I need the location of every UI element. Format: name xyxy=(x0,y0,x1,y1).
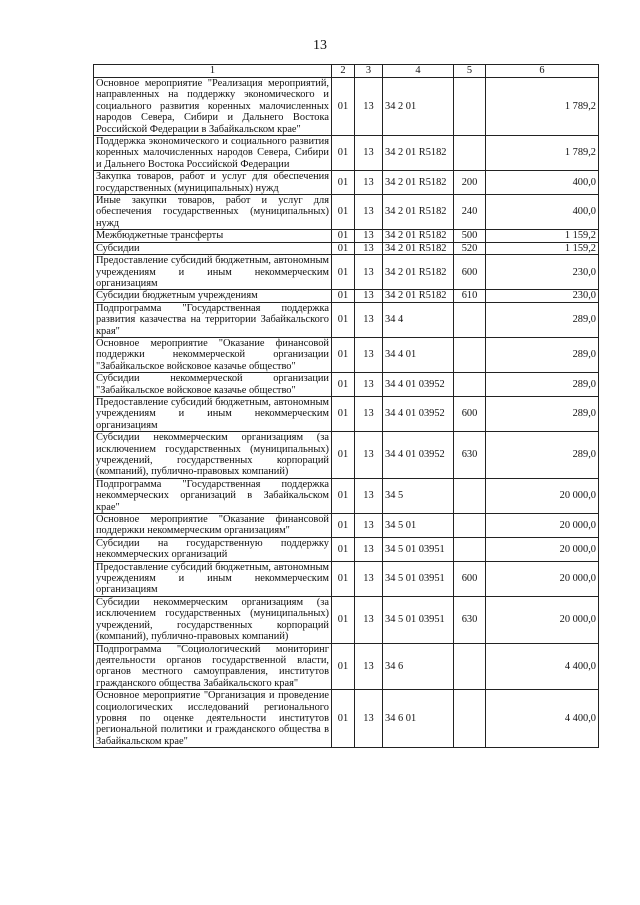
row-expense-type: 610 xyxy=(454,290,486,302)
row-amount: 289,0 xyxy=(486,432,599,479)
row-name: Субсидии xyxy=(94,242,332,254)
row-expense-type xyxy=(454,643,486,690)
row-target-article: 34 4 01 03952 xyxy=(383,432,454,479)
row-section: 01 xyxy=(332,195,355,230)
header-col-6: 6 xyxy=(486,65,599,78)
row-amount: 289,0 xyxy=(486,373,599,397)
row-amount: 20 000,0 xyxy=(486,478,599,513)
row-subsection: 13 xyxy=(355,432,383,479)
row-name: Субсидии некоммерческой организации "Забайкальское войсковое казачье общество" xyxy=(94,373,332,397)
row-target-article: 34 6 xyxy=(383,643,454,690)
row-expense-type xyxy=(454,337,486,372)
row-subsection: 13 xyxy=(355,478,383,513)
table-row xyxy=(94,230,599,242)
row-name: Подпрограмма "Государственная поддержка развития казачества на территории Забайкальского края" xyxy=(94,302,332,337)
row-name: Основное мероприятие "Реализация мероприятий, направленных на поддержку экономического и социального развития коренных малочисленных народов Севера, Сибири и Дальнего Востока Российской Федерации в Забайкальском крае" xyxy=(94,78,332,136)
page-number: 13 xyxy=(313,38,327,53)
row-expense-type xyxy=(454,302,486,337)
row-section: 01 xyxy=(332,78,355,136)
row-expense-type: 630 xyxy=(454,596,486,643)
row-target-article: 34 4 xyxy=(383,302,454,337)
row-name: Субсидии на государственную поддержку некоммерческих организаций xyxy=(94,537,332,561)
row-subsection: 13 xyxy=(355,396,383,431)
header-col-3: 3 xyxy=(355,65,383,78)
row-name: Предоставление субсидий бюджетным, автономным учреждениям и иным некоммерческим организациям xyxy=(94,255,332,290)
row-section: 01 xyxy=(332,136,355,171)
row-section: 01 xyxy=(332,690,355,748)
row-amount: 230,0 xyxy=(486,255,599,290)
row-name: Закупка товаров, работ и услуг для обеспечения государственных (муниципальных) нужд xyxy=(94,171,332,195)
row-amount: 1 789,2 xyxy=(486,136,599,171)
row-subsection: 13 xyxy=(355,643,383,690)
table-row xyxy=(94,195,599,230)
row-target-article: 34 2 01 R5182 xyxy=(383,171,454,195)
row-subsection: 13 xyxy=(355,171,383,195)
row-subsection: 13 xyxy=(355,195,383,230)
row-amount: 1 789,2 xyxy=(486,78,599,136)
row-target-article: 34 6 01 xyxy=(383,690,454,748)
row-subsection: 13 xyxy=(355,337,383,372)
table-row xyxy=(94,596,599,643)
table-row xyxy=(94,690,599,748)
row-name: Подпрограмма "Государственная поддержка некоммерческих организаций в Забайкальском крае" xyxy=(94,478,332,513)
row-amount: 20 000,0 xyxy=(486,537,599,561)
row-target-article: 34 2 01 R5182 xyxy=(383,290,454,302)
table-row xyxy=(94,537,599,561)
row-section: 01 xyxy=(332,596,355,643)
row-amount: 4 400,0 xyxy=(486,690,599,748)
header-col-1: 1 xyxy=(94,65,332,78)
row-amount: 1 159,2 xyxy=(486,230,599,242)
row-section: 01 xyxy=(332,537,355,561)
table-row xyxy=(94,290,599,302)
table-row xyxy=(94,78,599,136)
row-expense-type xyxy=(454,373,486,397)
row-subsection: 13 xyxy=(355,537,383,561)
row-name: Основное мероприятие "Организация и проведение социологических исследований регионального уровня по оценке деятельности институтов региональной политики и гражданского общества в Забайкальском крае" xyxy=(94,690,332,748)
row-subsection: 13 xyxy=(355,230,383,242)
row-expense-type: 200 xyxy=(454,171,486,195)
row-section: 01 xyxy=(332,373,355,397)
header-col-4: 4 xyxy=(383,65,454,78)
row-expense-type xyxy=(454,136,486,171)
row-target-article: 34 5 01 03951 xyxy=(383,537,454,561)
row-section: 01 xyxy=(332,643,355,690)
header-col-5: 5 xyxy=(454,65,486,78)
row-section: 01 xyxy=(332,290,355,302)
row-name: Поддержка экономического и социального развития коренных малочисленных народов Севера, Сибири и Дальнего Востока Российской Федерации xyxy=(94,136,332,171)
row-name: Основное мероприятие "Оказание финансовой поддержки некоммерческим организациям" xyxy=(94,514,332,538)
row-amount: 1 159,2 xyxy=(486,242,599,254)
row-amount: 400,0 xyxy=(486,195,599,230)
table-row xyxy=(94,514,599,538)
row-target-article: 34 5 xyxy=(383,478,454,513)
row-expense-type: 600 xyxy=(454,561,486,596)
table-row xyxy=(94,373,599,397)
table-row xyxy=(94,561,599,596)
row-expense-type: 520 xyxy=(454,242,486,254)
row-section: 01 xyxy=(332,230,355,242)
table-row xyxy=(94,255,599,290)
row-expense-type: 600 xyxy=(454,255,486,290)
row-subsection: 13 xyxy=(355,596,383,643)
row-section: 01 xyxy=(332,337,355,372)
row-amount: 289,0 xyxy=(486,396,599,431)
table-row xyxy=(94,337,599,372)
row-section: 01 xyxy=(332,478,355,513)
row-section: 01 xyxy=(332,514,355,538)
budget-table xyxy=(93,64,599,748)
table-row xyxy=(94,242,599,254)
row-target-article: 34 5 01 03951 xyxy=(383,596,454,643)
row-section: 01 xyxy=(332,255,355,290)
row-section: 01 xyxy=(332,302,355,337)
row-expense-type xyxy=(454,690,486,748)
row-subsection: 13 xyxy=(355,255,383,290)
row-subsection: 13 xyxy=(355,78,383,136)
row-amount: 289,0 xyxy=(486,302,599,337)
row-target-article: 34 2 01 R5182 xyxy=(383,242,454,254)
table-row xyxy=(94,396,599,431)
row-expense-type: 630 xyxy=(454,432,486,479)
row-target-article: 34 4 01 03952 xyxy=(383,373,454,397)
row-amount: 4 400,0 xyxy=(486,643,599,690)
row-subsection: 13 xyxy=(355,290,383,302)
table-row xyxy=(94,643,599,690)
row-target-article: 34 5 01 xyxy=(383,514,454,538)
row-amount: 289,0 xyxy=(486,337,599,372)
row-target-article: 34 4 01 xyxy=(383,337,454,372)
row-section: 01 xyxy=(332,242,355,254)
row-expense-type: 500 xyxy=(454,230,486,242)
row-name: Подпрограмма "Социологический мониторинг деятельности органов государственной власти, органов местного самоуправления, институтов гражданского общества Забайкальского края" xyxy=(94,643,332,690)
row-section: 01 xyxy=(332,432,355,479)
row-amount: 20 000,0 xyxy=(486,561,599,596)
row-target-article: 34 2 01 R5182 xyxy=(383,136,454,171)
row-subsection: 13 xyxy=(355,242,383,254)
row-expense-type: 600 xyxy=(454,396,486,431)
row-expense-type xyxy=(454,537,486,561)
row-amount: 20 000,0 xyxy=(486,514,599,538)
row-amount: 20 000,0 xyxy=(486,596,599,643)
row-name: Основное мероприятие "Оказание финансовой поддержки некоммерческой организации "Забайкальское войсковое казачье общество" xyxy=(94,337,332,372)
row-target-article: 34 2 01 R5182 xyxy=(383,195,454,230)
table-row xyxy=(94,136,599,171)
table-row xyxy=(94,432,599,479)
row-name: Субсидии некоммерческим организациям (за исключением государственных (муниципальных) учреждений, государственных корпораций (компаний), публично-правовых компаний) xyxy=(94,432,332,479)
row-subsection: 13 xyxy=(355,302,383,337)
row-amount: 400,0 xyxy=(486,171,599,195)
row-subsection: 13 xyxy=(355,136,383,171)
row-subsection: 13 xyxy=(355,373,383,397)
row-amount: 230,0 xyxy=(486,290,599,302)
table-row xyxy=(94,302,599,337)
table-row xyxy=(94,171,599,195)
row-name: Субсидии некоммерческим организациям (за исключением государственных (муниципальных) учреждений, государственных корпораций (компаний), публично-правовых компаний) xyxy=(94,596,332,643)
row-target-article: 34 4 01 03952 xyxy=(383,396,454,431)
row-subsection: 13 xyxy=(355,561,383,596)
row-section: 01 xyxy=(332,171,355,195)
row-name: Предоставление субсидий бюджетным, автономным учреждениям и иным некоммерческим организациям xyxy=(94,561,332,596)
row-target-article: 34 2 01 R5182 xyxy=(383,255,454,290)
row-target-article: 34 2 01 xyxy=(383,78,454,136)
row-name: Межбюджетные трансферты xyxy=(94,230,332,242)
row-name: Предоставление субсидий бюджетным, автономным учреждениям и иным некоммерческим организациям xyxy=(94,396,332,431)
row-expense-type xyxy=(454,78,486,136)
header-col-2: 2 xyxy=(332,65,355,78)
row-subsection: 13 xyxy=(355,514,383,538)
row-expense-type xyxy=(454,514,486,538)
row-target-article: 34 2 01 R5182 xyxy=(383,230,454,242)
row-name: Субсидии бюджетным учреждениям xyxy=(94,290,332,302)
row-expense-type xyxy=(454,478,486,513)
row-name: Иные закупки товаров, работ и услуг для обеспечения государственных (муниципальных) нужд xyxy=(94,195,332,230)
row-section: 01 xyxy=(332,396,355,431)
table-header-row xyxy=(94,65,599,78)
row-expense-type: 240 xyxy=(454,195,486,230)
row-section: 01 xyxy=(332,561,355,596)
table-row xyxy=(94,478,599,513)
row-target-article: 34 5 01 03951 xyxy=(383,561,454,596)
row-subsection: 13 xyxy=(355,690,383,748)
